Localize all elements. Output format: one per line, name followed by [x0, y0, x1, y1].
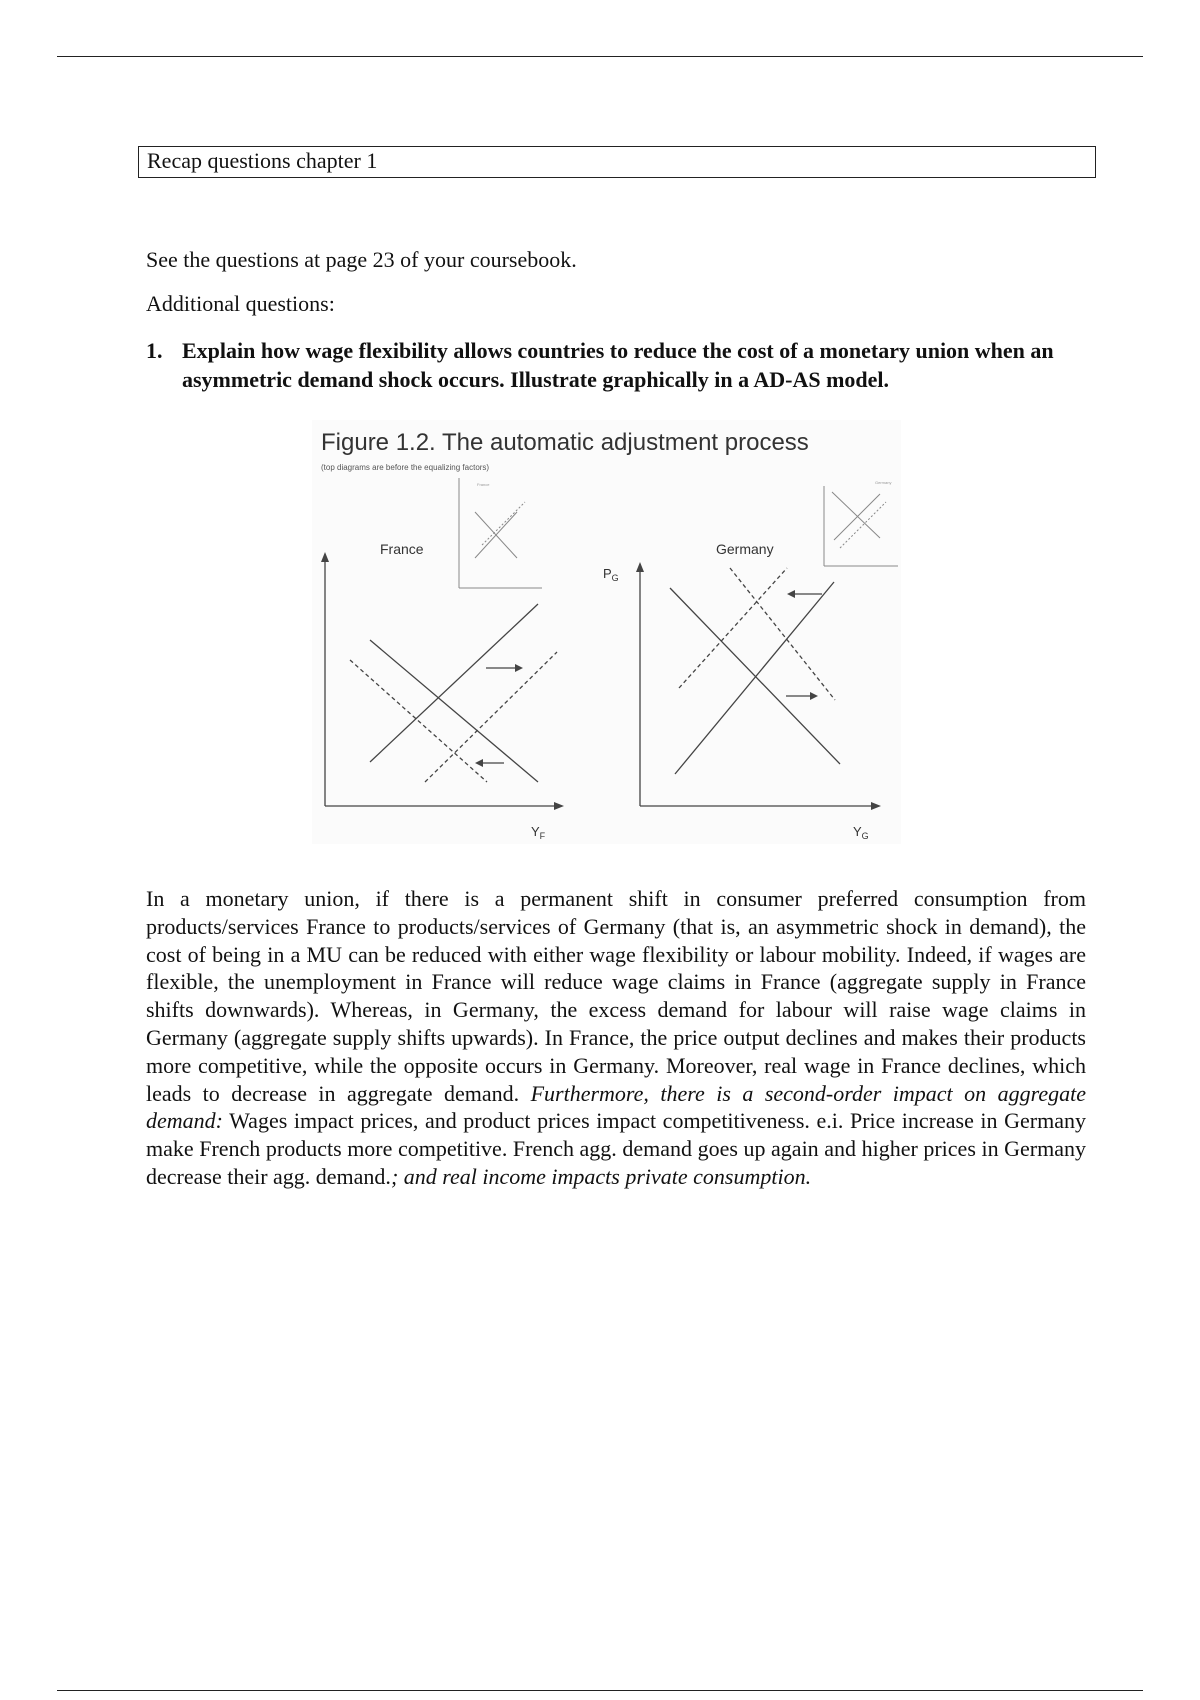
germany-inset-label: Germany [875, 480, 892, 485]
question-number: 1. [146, 338, 163, 363]
germany-label: Germany [716, 541, 774, 557]
answer-paragraph [146, 885, 1086, 1191]
y-germany-label: $Y_G$ [853, 824, 869, 841]
p-germany-label: $P_G$ [603, 566, 619, 583]
top-rule [57, 56, 1143, 57]
y-france-label: $Y_F$ [531, 824, 546, 841]
chapter-title-box [138, 146, 1096, 178]
figure-adjustment-process [312, 420, 901, 844]
bottom-rule [57, 1690, 1143, 1691]
answer-part-3: Wages impact prices, and product prices impact competitiveness. e.i. Price increase in Germany make French products more competitive. French agg. demand goes up again and higher prices in Germany decrease their agg. demand. [146, 1108, 1086, 1189]
answer-part-4-italic: ; and real income impacts private consumption. [390, 1163, 812, 1189]
france-inset-label: France [477, 482, 490, 487]
france-label: France [380, 541, 424, 557]
answer-part-2-italic: Furthermore, there is a second-order impact on aggregate demand: [146, 1080, 1086, 1134]
intro-line: See the questions at page 23 of your coursebook. [146, 247, 577, 272]
question-text: Explain how wage flexibility allows countries to reduce the cost of a monetary union when an asymmetric demand shock occurs. Illustrate graphically in a AD-AS model. [182, 338, 1054, 392]
figure-subtitle: (top diagrams are before the equalizing factors) [321, 463, 490, 472]
chapter-title: Recap questions chapter 1 [147, 148, 378, 173]
figure-title: Figure 1.2. The automatic adjustment process [321, 429, 809, 456]
additional-questions-heading: Additional questions: [146, 291, 335, 316]
answer-part-1: In a monetary union, if there is a permanent shift in consumer preferred consumption from products/services France to products/services of Germany (that is, an asymmetric shock in demand), the cost of being in a MU can be reduced with either wage flexibility or labour mobility. Indeed, if wages are flexible, the unemployment in France will reduce wage claims in France (aggregate supply in France shifts downwards). Whereas, in Germany, the excess demand for labour will raise wage claims in Germany (aggregate supply shifts upwards). In France, the price output declines and makes their products more competitive, while the opposite occurs in Germany. Moreover, real wage in France declines, which leads to decrease in aggregate demand. [146, 886, 1086, 1106]
